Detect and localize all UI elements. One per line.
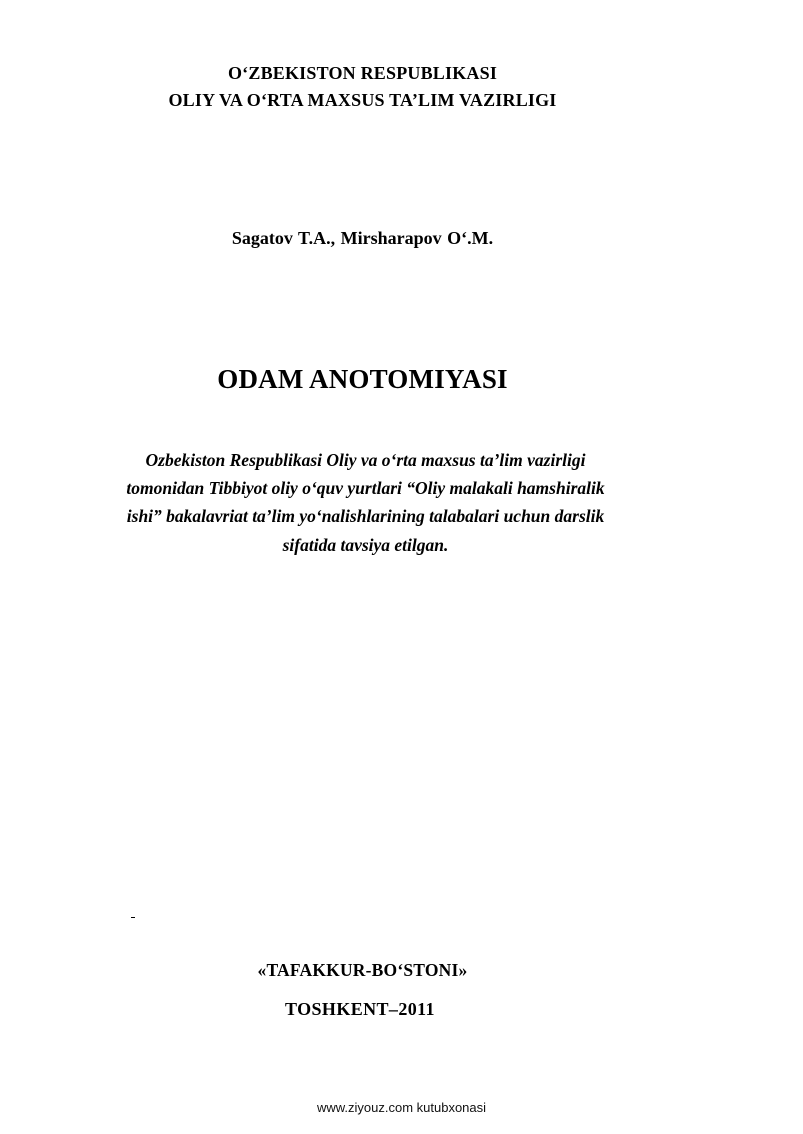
approval-line: tomonidan Tibbiyot oliy o‘quv yurtlari “Oliy malakali hamshiralik xyxy=(126,478,605,498)
ministry-heading-line-2: OLIY VA O‘RTA MAXSUS TA’LIM VAZIRLIGI xyxy=(168,90,557,110)
approval-line: ishi” bakalavriat ta’lim yo‘nalishlarining talabalari uchun darslik xyxy=(126,506,605,526)
stray-dash-mark xyxy=(131,917,135,918)
watermark-footer: www.ziyouz.com kutubxonasi xyxy=(316,1100,487,1115)
ministry-heading-line-1: O‘ZBEKISTON RESPUBLIKASI xyxy=(227,63,498,83)
book-title: ODAM ANOTOMIYASI xyxy=(217,364,508,394)
city-and-year: TOSHKENT–2011 xyxy=(285,999,435,1019)
approval-line: sifatida tavsiya etilgan. xyxy=(282,535,449,555)
authors: Sagatov T.A., Mirsharapov O‘.M. xyxy=(231,228,494,248)
approval-line: Ozbekiston Respublikasi Oliy va o‘rta maxsus ta’lim vazirligi xyxy=(145,450,586,470)
publisher-name: «TAFAKKUR-BO‘STONI» xyxy=(257,960,468,980)
